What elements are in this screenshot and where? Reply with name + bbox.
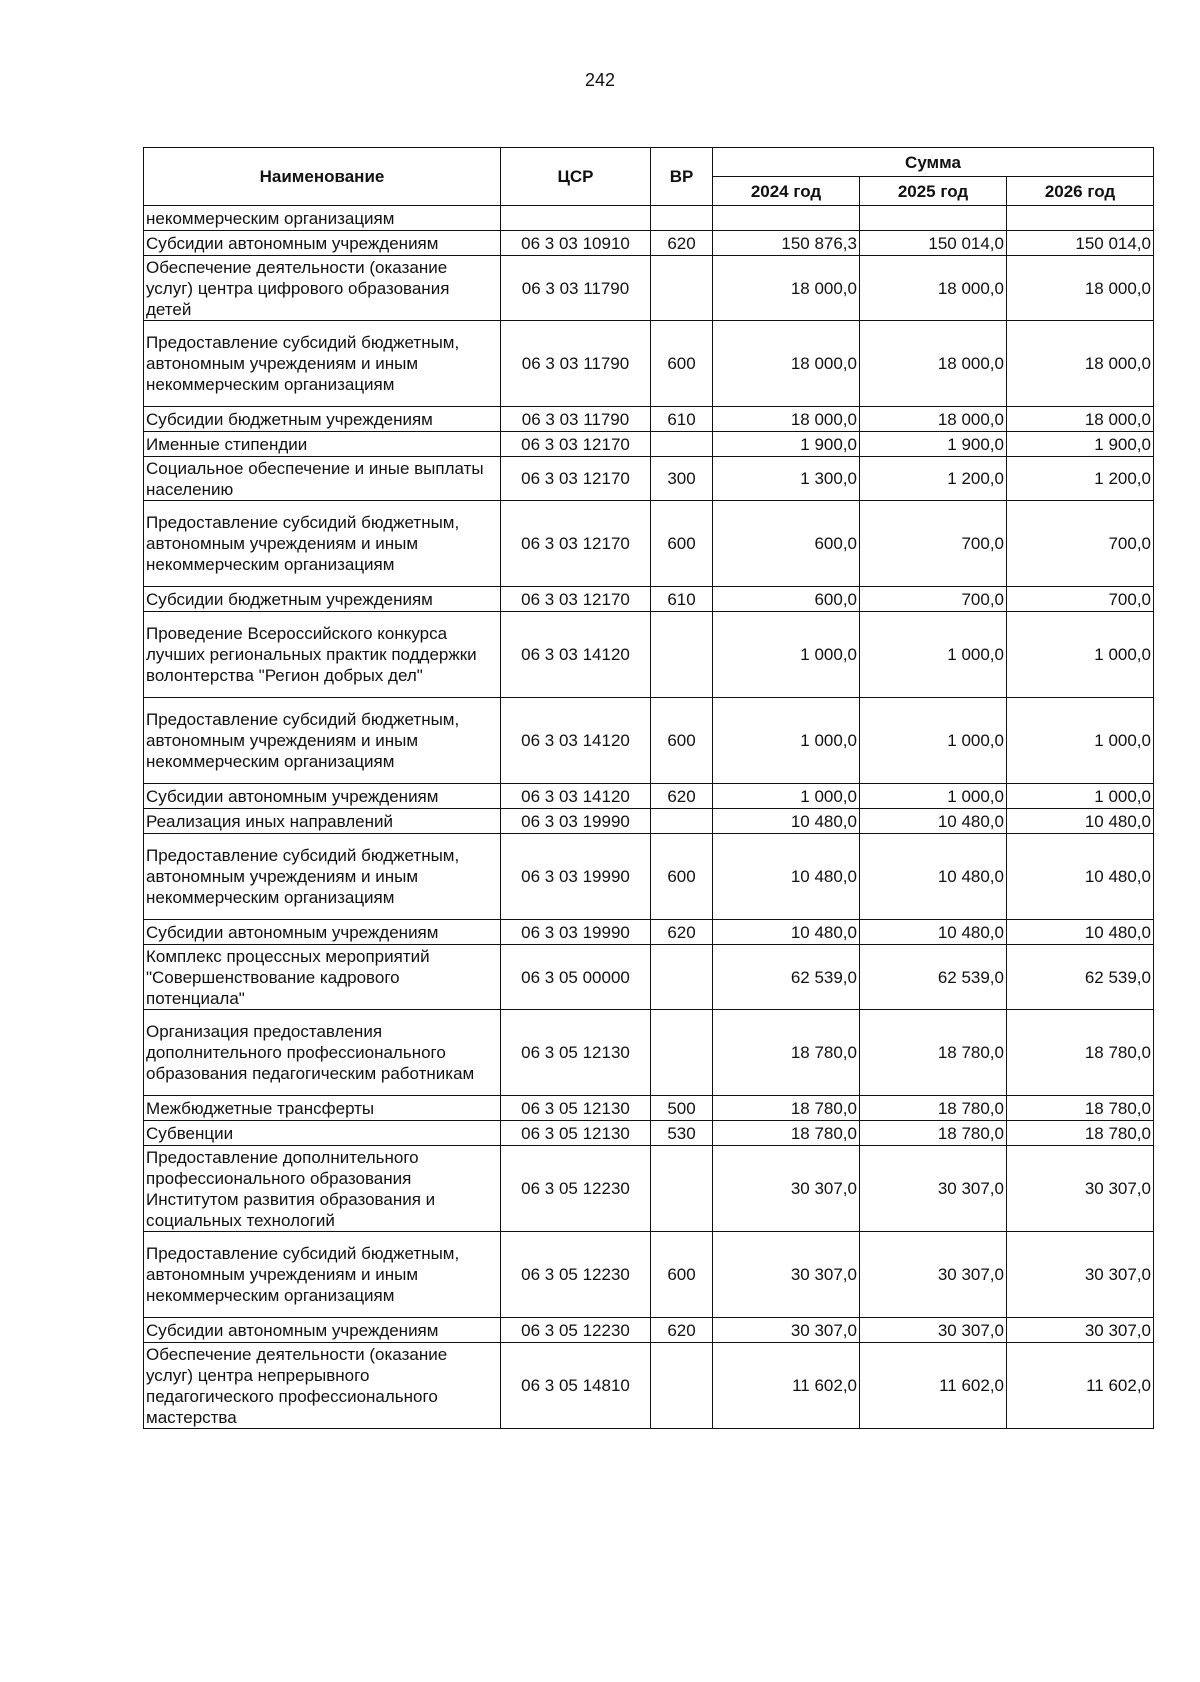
- table-row: [144, 1146, 1154, 1232]
- row-2026-cell: 18 780,0: [1007, 1096, 1154, 1121]
- row-vr-cell: 600: [651, 834, 713, 920]
- row-2025-cell: 1 200,0: [860, 457, 1007, 501]
- row-csr-cell: 06 3 03 11790: [501, 407, 651, 432]
- row-2024-cell: 18 000,0: [713, 321, 860, 407]
- row-name-cell: Предоставление субсидий бюджетным, автономным учреждениям и иным некоммерческим организациям: [144, 698, 501, 784]
- table-row: [144, 407, 1154, 432]
- row-name-cell: Субвенции: [144, 1121, 501, 1146]
- row-name-cell: Именные стипендии: [144, 432, 501, 457]
- header-year-2024: 2024 год: [713, 177, 860, 206]
- table-row: [144, 321, 1154, 407]
- row-2024-cell: 30 307,0: [713, 1318, 860, 1343]
- row-2026-cell: [1007, 206, 1154, 231]
- row-2025-cell: 1 900,0: [860, 432, 1007, 457]
- row-2026-cell: 150 014,0: [1007, 231, 1154, 256]
- row-2026-cell: 30 307,0: [1007, 1318, 1154, 1343]
- table-row: [144, 920, 1154, 945]
- row-2025-cell: 18 000,0: [860, 256, 1007, 321]
- row-2024-cell: 18 000,0: [713, 407, 860, 432]
- row-2024-cell: 1 000,0: [713, 784, 860, 809]
- row-vr-cell: 600: [651, 1232, 713, 1318]
- row-2025-cell: 62 539,0: [860, 945, 1007, 1010]
- row-csr-cell: 06 3 03 14120: [501, 698, 651, 784]
- row-name-cell: Предоставление субсидий бюджетным, автономным учреждениям и иным некоммерческим организациям: [144, 1232, 501, 1318]
- row-2025-cell: 11 602,0: [860, 1343, 1007, 1429]
- row-2024-cell: 1 900,0: [713, 432, 860, 457]
- row-2026-cell: 62 539,0: [1007, 945, 1154, 1010]
- row-csr-cell: 06 3 03 12170: [501, 432, 651, 457]
- row-vr-cell: 610: [651, 587, 713, 612]
- row-2024-cell: 62 539,0: [713, 945, 860, 1010]
- table-row: [144, 698, 1154, 784]
- table-row: [144, 784, 1154, 809]
- row-csr-cell: 06 3 03 14120: [501, 612, 651, 698]
- row-2025-cell: 1 000,0: [860, 612, 1007, 698]
- row-csr-cell: [501, 206, 651, 231]
- row-name-cell: Межбюджетные трансферты: [144, 1096, 501, 1121]
- row-2025-cell: 18 780,0: [860, 1010, 1007, 1096]
- table-row: [144, 612, 1154, 698]
- header-year-2026: 2026 год: [1007, 177, 1154, 206]
- table-row: [144, 457, 1154, 501]
- row-2024-cell: 150 876,3: [713, 231, 860, 256]
- row-name-cell: Обеспечение деятельности (оказание услуг) центра цифрового образования детей: [144, 256, 501, 321]
- row-csr-cell: 06 3 03 11790: [501, 321, 651, 407]
- row-2025-cell: 150 014,0: [860, 231, 1007, 256]
- row-vr-cell: [651, 206, 713, 231]
- row-vr-cell: [651, 612, 713, 698]
- row-2026-cell: 18 000,0: [1007, 407, 1154, 432]
- row-2024-cell: 1 300,0: [713, 457, 860, 501]
- row-2026-cell: 700,0: [1007, 501, 1154, 587]
- table-body: [144, 206, 1154, 1429]
- row-csr-cell: 06 3 05 14810: [501, 1343, 651, 1429]
- row-2025-cell: 10 480,0: [860, 809, 1007, 834]
- row-name-cell: Предоставление субсидий бюджетным, автономным учреждениям и иным некоммерческим организациям: [144, 834, 501, 920]
- row-2025-cell: 30 307,0: [860, 1146, 1007, 1232]
- row-vr-cell: [651, 1010, 713, 1096]
- row-csr-cell: 06 3 05 12230: [501, 1318, 651, 1343]
- row-2025-cell: 700,0: [860, 501, 1007, 587]
- row-csr-cell: 06 3 05 12130: [501, 1096, 651, 1121]
- row-vr-cell: [651, 945, 713, 1010]
- row-2026-cell: 1 000,0: [1007, 612, 1154, 698]
- table-row: [144, 1232, 1154, 1318]
- row-vr-cell: 620: [651, 920, 713, 945]
- row-2026-cell: 30 307,0: [1007, 1232, 1154, 1318]
- row-csr-cell: 06 3 03 10910: [501, 231, 651, 256]
- row-name-cell: Субсидии автономным учреждениям: [144, 1318, 501, 1343]
- table-row: [144, 834, 1154, 920]
- row-csr-cell: 06 3 03 19990: [501, 834, 651, 920]
- row-vr-cell: 620: [651, 1318, 713, 1343]
- row-name-cell: Реализация иных направлений: [144, 809, 501, 834]
- row-vr-cell: 600: [651, 501, 713, 587]
- row-2024-cell: 600,0: [713, 501, 860, 587]
- table-row: [144, 206, 1154, 231]
- row-name-cell: некоммерческим организациям: [144, 206, 501, 231]
- row-csr-cell: 06 3 03 12170: [501, 501, 651, 587]
- row-2026-cell: 10 480,0: [1007, 809, 1154, 834]
- row-name-cell: Субсидии бюджетным учреждениям: [144, 587, 501, 612]
- row-2024-cell: 10 480,0: [713, 809, 860, 834]
- row-2024-cell: [713, 206, 860, 231]
- row-2026-cell: 1 000,0: [1007, 784, 1154, 809]
- row-2025-cell: 18 780,0: [860, 1096, 1007, 1121]
- row-name-cell: Субсидии автономным учреждениям: [144, 920, 501, 945]
- row-csr-cell: 06 3 03 19990: [501, 809, 651, 834]
- row-csr-cell: 06 3 05 12130: [501, 1010, 651, 1096]
- table-row: [144, 1121, 1154, 1146]
- row-2026-cell: 10 480,0: [1007, 920, 1154, 945]
- row-vr-cell: 610: [651, 407, 713, 432]
- row-2024-cell: 11 602,0: [713, 1343, 860, 1429]
- row-2026-cell: 11 602,0: [1007, 1343, 1154, 1429]
- row-2025-cell: 10 480,0: [860, 834, 1007, 920]
- row-vr-cell: 300: [651, 457, 713, 501]
- row-2026-cell: 18 000,0: [1007, 321, 1154, 407]
- row-2026-cell: 30 307,0: [1007, 1146, 1154, 1232]
- table-row: [144, 1343, 1154, 1429]
- row-csr-cell: 06 3 05 00000: [501, 945, 651, 1010]
- row-name-cell: Предоставление субсидий бюджетным, автономным учреждениям и иным некоммерческим организациям: [144, 501, 501, 587]
- row-vr-cell: 600: [651, 698, 713, 784]
- row-2024-cell: 18 780,0: [713, 1096, 860, 1121]
- table-row: [144, 945, 1154, 1010]
- row-vr-cell: [651, 1146, 713, 1232]
- row-2025-cell: 18 000,0: [860, 321, 1007, 407]
- row-name-cell: Организация предоставления дополнительного профессионального образования педагогическим работникам: [144, 1010, 501, 1096]
- header-csr: ЦСР: [501, 148, 651, 206]
- row-2025-cell: 700,0: [860, 587, 1007, 612]
- row-2024-cell: 10 480,0: [713, 920, 860, 945]
- row-2025-cell: 10 480,0: [860, 920, 1007, 945]
- row-2026-cell: 700,0: [1007, 587, 1154, 612]
- row-2025-cell: 18 780,0: [860, 1121, 1007, 1146]
- row-2024-cell: 1 000,0: [713, 698, 860, 784]
- table-row: [144, 256, 1154, 321]
- row-vr-cell: 620: [651, 784, 713, 809]
- row-2024-cell: 30 307,0: [713, 1146, 860, 1232]
- row-name-cell: Обеспечение деятельности (оказание услуг) центра непрерывного педагогического профессионального мастерства: [144, 1343, 501, 1429]
- row-vr-cell: [651, 809, 713, 834]
- table-row: [144, 501, 1154, 587]
- row-2026-cell: 1 000,0: [1007, 698, 1154, 784]
- row-name-cell: Проведение Всероссийского конкурса лучших региональных практик поддержки волонтерства "Регион добрых дел": [144, 612, 501, 698]
- table-header: [144, 148, 1154, 206]
- row-csr-cell: 06 3 03 11790: [501, 256, 651, 321]
- table-row: [144, 1096, 1154, 1121]
- row-vr-cell: 530: [651, 1121, 713, 1146]
- row-2026-cell: 18 780,0: [1007, 1121, 1154, 1146]
- row-name-cell: Субсидии автономным учреждениям: [144, 231, 501, 256]
- table-row: [144, 432, 1154, 457]
- row-2025-cell: [860, 206, 1007, 231]
- table-row: [144, 1318, 1154, 1343]
- row-vr-cell: 620: [651, 231, 713, 256]
- row-2024-cell: 18 780,0: [713, 1121, 860, 1146]
- row-csr-cell: 06 3 03 12170: [501, 457, 651, 501]
- row-2024-cell: 10 480,0: [713, 834, 860, 920]
- row-vr-cell: 500: [651, 1096, 713, 1121]
- row-2024-cell: 1 000,0: [713, 612, 860, 698]
- row-2025-cell: 30 307,0: [860, 1318, 1007, 1343]
- header-sum: Сумма: [713, 148, 1154, 177]
- row-csr-cell: 06 3 03 14120: [501, 784, 651, 809]
- table-row: [144, 809, 1154, 834]
- table-row: [144, 1010, 1154, 1096]
- row-2025-cell: 30 307,0: [860, 1232, 1007, 1318]
- row-2026-cell: 1 200,0: [1007, 457, 1154, 501]
- row-name-cell: Комплекс процессных мероприятий "Совершенствование кадрового потенциала": [144, 945, 501, 1010]
- row-2026-cell: 10 480,0: [1007, 834, 1154, 920]
- header-vr: ВР: [651, 148, 713, 206]
- row-name-cell: Предоставление субсидий бюджетным, автономным учреждениям и иным некоммерческим организациям: [144, 321, 501, 407]
- table-row: [144, 231, 1154, 256]
- header-name: Наименование: [144, 148, 501, 206]
- row-2024-cell: 18 780,0: [713, 1010, 860, 1096]
- budget-table: [143, 147, 1154, 1429]
- row-2024-cell: 600,0: [713, 587, 860, 612]
- header-year-2025: 2025 год: [860, 177, 1007, 206]
- row-2026-cell: 18 000,0: [1007, 256, 1154, 321]
- row-vr-cell: [651, 1343, 713, 1429]
- row-name-cell: Субсидии автономным учреждениям: [144, 784, 501, 809]
- row-csr-cell: 06 3 05 12230: [501, 1232, 651, 1318]
- row-vr-cell: [651, 256, 713, 321]
- row-csr-cell: 06 3 03 12170: [501, 587, 651, 612]
- row-2025-cell: 18 000,0: [860, 407, 1007, 432]
- page-number: 242: [584, 70, 616, 90]
- row-csr-cell: 06 3 03 19990: [501, 920, 651, 945]
- row-2025-cell: 1 000,0: [860, 698, 1007, 784]
- row-csr-cell: 06 3 05 12130: [501, 1121, 651, 1146]
- row-2025-cell: 1 000,0: [860, 784, 1007, 809]
- row-2026-cell: 1 900,0: [1007, 432, 1154, 457]
- row-vr-cell: 600: [651, 321, 713, 407]
- row-name-cell: Социальное обеспечение и иные выплаты населению: [144, 457, 501, 501]
- table-row: [144, 587, 1154, 612]
- row-name-cell: Субсидии бюджетным учреждениям: [144, 407, 501, 432]
- row-vr-cell: [651, 432, 713, 457]
- row-name-cell: Предоставление дополнительного профессионального образования Институтом развития образования и социальных технологий: [144, 1146, 501, 1232]
- row-csr-cell: 06 3 05 12230: [501, 1146, 651, 1232]
- row-2024-cell: 18 000,0: [713, 256, 860, 321]
- row-2024-cell: 30 307,0: [713, 1232, 860, 1318]
- row-2026-cell: 18 780,0: [1007, 1010, 1154, 1096]
